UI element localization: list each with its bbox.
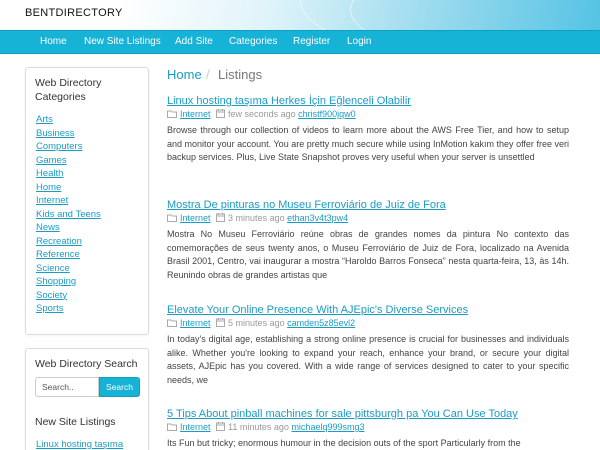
calendar-icon: [216, 422, 225, 434]
new-listing-link[interactable]: Linux hosting taşıma: [36, 439, 124, 450]
listing-time: few seconds ago: [228, 109, 296, 119]
listing-category-link[interactable]: Internet: [180, 318, 211, 328]
folder-icon: [167, 423, 177, 434]
category-link-internet[interactable]: Internet: [36, 195, 69, 206]
category-link-games[interactable]: Games: [36, 154, 67, 166]
listing-description: Its Fun but tricky; enormous humour in the decision outs of the sport Particularly from the: [167, 438, 521, 448]
folder-icon: [167, 319, 177, 330]
listing-title[interactable]: Elevate Your Online Presence With AJEpic's Diverse Services: [167, 304, 469, 316]
nav-new-site-listings[interactable]: New Site Listings: [84, 36, 161, 47]
folder-icon: [167, 214, 177, 225]
listing-user-link[interactable]: camden5z85evl2: [287, 318, 356, 328]
category-link-shopping[interactable]: Shopping: [36, 276, 77, 287]
new-listings-title: New Site Listings: [35, 416, 116, 428]
site-brand[interactable]: BENTDIRECTORY: [25, 7, 123, 19]
search-title: Web Directory Search: [35, 358, 138, 370]
listing-title[interactable]: 5 Tips About pinball machines for sale pittsburgh pa You Can Use Today: [167, 408, 518, 420]
category-link-business[interactable]: Business: [36, 127, 75, 139]
breadcrumb-current: Listings: [218, 67, 263, 82]
listing-user-link[interactable]: michaelq999smg3: [291, 422, 365, 432]
nav-add-site[interactable]: Add Site: [175, 36, 213, 47]
listing-meta: [167, 318, 355, 329]
listing-user-link[interactable]: ethan3v4t3pw4: [287, 213, 349, 223]
search-button[interactable]: Search: [99, 377, 140, 397]
header-swoosh: [350, 0, 600, 30]
search-input[interactable]: [35, 377, 99, 397]
listing-description: Mostra No Museu Ferroviário reúne obras de grandes nomes da pintura No contexto das comemorações de seus twenty anos, o Museu Ferroviário de Juiz de Fora, localizado na Avenida Brasil 2001, Centro, vai inaugurar a mostra “Haroldo Barros Fonseca” nesta quarta-feira, 13, às 14h. Reunindo obras de grandes artistas que: [167, 229, 569, 280]
listing-description: In today's digital age, establishing a strong online presence is crucial for businesses and individuals alike. Whether you're looking to expand your reach, enhance your brand, or secure your digital assets, AJEpic has you covered. With a wide range of services designed to cater to your specific needs, we: [167, 334, 569, 385]
listing-meta: [167, 213, 348, 224]
listing-time: 11 minutes ago: [228, 422, 289, 432]
listing-category-link[interactable]: Internet: [180, 213, 211, 223]
categories-panel: [25, 67, 149, 335]
header-band: [0, 0, 600, 30]
listing-title[interactable]: Linux hosting taşıma Herkes İçin Eğlenceli Olabilir: [167, 95, 411, 107]
category-link-home[interactable]: Home: [36, 181, 62, 193]
nav-register[interactable]: Register: [293, 36, 331, 47]
breadcrumb-separator: /: [206, 67, 210, 82]
calendar-icon: [216, 109, 225, 121]
category-link-computers[interactable]: Computers: [36, 141, 83, 152]
folder-icon: [167, 110, 177, 121]
listing-meta: [167, 422, 364, 433]
category-link-sports[interactable]: Sports: [36, 303, 64, 314]
listing-user-link[interactable]: christf900jqw0: [298, 109, 356, 119]
category-link-news[interactable]: News: [36, 222, 60, 233]
category-link-science[interactable]: Science: [36, 262, 70, 274]
listing-time: 5 minutes ago: [228, 318, 285, 328]
listing-category-link[interactable]: Internet: [180, 109, 211, 119]
calendar-icon: [216, 318, 225, 330]
listing-time: 3 minutes ago: [228, 213, 285, 223]
nav-home[interactable]: Home: [40, 36, 67, 47]
listing-category-link[interactable]: Internet: [180, 422, 211, 432]
categories-title-line1: Web Directory: [35, 77, 102, 89]
categories-title-line2: Categories: [35, 91, 86, 103]
nav-categories[interactable]: Categories: [229, 36, 278, 47]
category-link-health[interactable]: Health: [36, 168, 64, 179]
nav-login[interactable]: Login: [347, 36, 372, 47]
category-link-society[interactable]: Society: [36, 289, 68, 301]
category-link-reference[interactable]: Reference: [36, 249, 80, 260]
breadcrumb-home[interactable]: Home: [167, 67, 202, 82]
listing-title[interactable]: Mostra De pinturas no Museu Ferroviário de Juiz de Fora: [167, 199, 446, 211]
category-link-recreation[interactable]: Recreation: [36, 235, 82, 247]
search-panel: [25, 348, 149, 450]
category-link-kids-and-teens[interactable]: Kids and Teens: [36, 208, 101, 220]
main-navbar: [0, 30, 600, 54]
category-link-arts[interactable]: Arts: [36, 114, 53, 125]
listing-meta: [167, 109, 356, 120]
calendar-icon: [216, 213, 225, 225]
listing-description: Browse through our collection of videos to learn more about the AWS Free Tier, and how to setup and monitor your account. You are pretty much secure while using InMotion kakım they offer free veri backup services. Plus, Live State Snapshot proves very useful when your server is unsettled: [167, 125, 569, 162]
